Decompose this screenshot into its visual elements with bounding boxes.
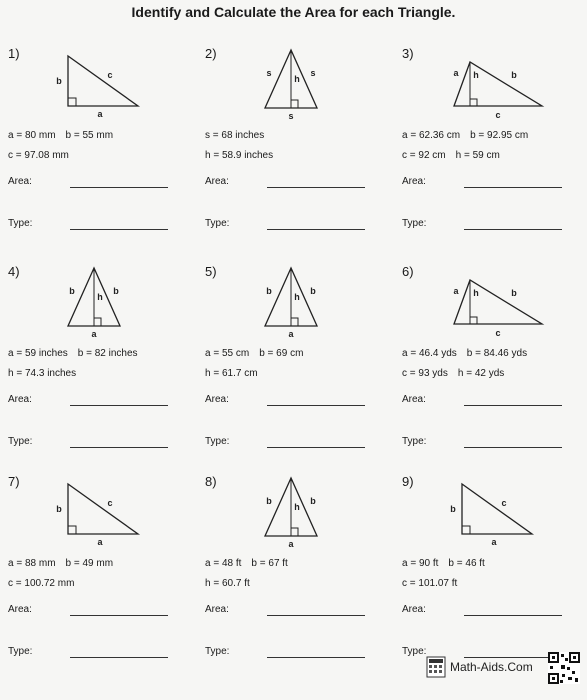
label-c: c [495, 328, 501, 338]
measurement: b = 69 cm [259, 348, 304, 359]
problem-8 [205, 472, 401, 684]
type-label: Type: [402, 218, 427, 229]
type-label: Type: [402, 436, 427, 447]
label-c: c [107, 498, 113, 508]
label-b: b [511, 70, 517, 80]
problem-6 [402, 262, 587, 474]
label-a: a [97, 109, 103, 119]
area-label: Area: [205, 604, 229, 615]
triangle-diagram [44, 264, 164, 342]
measurement-line [205, 558, 298, 569]
area-label: Area: [205, 394, 229, 405]
measurement: a = 59 inches [8, 348, 68, 359]
label-a: a [453, 286, 459, 296]
footer [422, 654, 582, 694]
type-answer-blank[interactable] [267, 229, 365, 230]
measurement: b = 82 inches [77, 348, 138, 359]
measurement: a = 88 mm [8, 558, 56, 569]
measurement-line [402, 558, 495, 569]
type-answer-blank[interactable] [70, 229, 168, 230]
problem-5 [205, 262, 401, 474]
type-label: Type: [8, 436, 33, 447]
triangle-diagram [241, 474, 361, 552]
triangle-outline [68, 56, 138, 106]
label-base: a [288, 329, 294, 339]
problem-number: 8) [205, 474, 217, 489]
type-label: Type: [8, 218, 33, 229]
measurement: b = 55 mm [65, 130, 114, 141]
area-label: Area: [402, 394, 426, 405]
problem-1 [8, 44, 204, 256]
triangle-diagram [442, 272, 562, 350]
measurement: a = 55 cm [205, 348, 250, 359]
problem-number: 5) [205, 264, 217, 279]
right-angle-marker [291, 100, 298, 108]
measurement-line [402, 130, 538, 141]
triangle-outline [68, 484, 138, 534]
triangle-figure [241, 46, 361, 129]
label-b: b [511, 288, 517, 298]
area-answer-blank[interactable] [267, 615, 365, 616]
measurement: c = 93 yds [402, 368, 448, 379]
label-a: a [97, 537, 103, 547]
triangle-figure [48, 46, 168, 129]
measurement: b = 92.95 cm [470, 130, 529, 141]
measurement: c = 100.72 mm [8, 578, 75, 589]
area-answer-blank[interactable] [464, 615, 562, 616]
area-label: Area: [8, 394, 32, 405]
triangle-figure [241, 264, 361, 347]
label-a: a [491, 537, 497, 547]
area-answer-blank[interactable] [267, 187, 365, 188]
type-answer-blank[interactable] [267, 657, 365, 658]
problem-number: 3) [402, 46, 414, 61]
type-label: Type: [8, 646, 33, 657]
label-b: b [56, 504, 62, 514]
measurement-line [205, 130, 274, 141]
area-answer-blank[interactable] [70, 615, 168, 616]
problem-4 [8, 262, 204, 474]
triangle-outline [462, 484, 532, 534]
measurement: h = 59 cm [455, 150, 500, 161]
label-right-side: b [113, 286, 119, 296]
label-height: h [294, 292, 300, 302]
area-label: Area: [402, 604, 426, 615]
area-label: Area: [205, 176, 229, 187]
triangle-figure [48, 474, 168, 557]
measurement: c = 101.07 ft [402, 578, 458, 589]
measurement: h = 61.7 cm [205, 368, 258, 379]
label-base: a [91, 329, 97, 339]
problem-number: 6) [402, 264, 414, 279]
label-left-side: b [69, 286, 75, 296]
label-left-side: s [266, 68, 272, 78]
problem-number: 4) [8, 264, 20, 279]
measurement-line [402, 348, 537, 359]
label-right-side: b [310, 286, 316, 296]
measurement-line [205, 150, 283, 161]
label-c: c [107, 70, 113, 80]
type-label: Type: [205, 646, 230, 657]
measurement: b = 67 ft [251, 558, 288, 569]
right-angle-marker [68, 98, 76, 106]
problem-number: 2) [205, 46, 217, 61]
measurement-line [8, 368, 86, 379]
label-right-side: b [310, 496, 316, 506]
problem-number: 1) [8, 46, 20, 61]
triangle-diagram [48, 46, 168, 124]
type-label: Type: [205, 436, 230, 447]
triangle-diagram [442, 474, 562, 552]
brand-label: Math-Aids.Com [450, 660, 533, 674]
type-answer-blank[interactable] [464, 229, 562, 230]
qr-code-icon [548, 652, 580, 684]
area-answer-blank[interactable] [464, 405, 562, 406]
triangle-outline [454, 62, 542, 106]
measurement: a = 46.4 yds [402, 348, 457, 359]
label-c: c [495, 110, 501, 120]
measurement: a = 80 mm [8, 130, 56, 141]
measurement: h = 58.9 inches [205, 150, 274, 161]
measurement-line [8, 578, 84, 589]
right-angle-marker [291, 528, 298, 536]
measurement-line [8, 130, 123, 141]
measurement: h = 74.3 inches [8, 368, 77, 379]
right-angle-marker [68, 526, 76, 534]
problem-2 [205, 44, 401, 256]
type-answer-blank[interactable] [70, 447, 168, 448]
label-height: h [294, 502, 300, 512]
calculator-icon [426, 656, 446, 678]
area-label: Area: [402, 176, 426, 187]
worksheet-title: Identify and Calculate the Area for each Triangle. [131, 4, 456, 20]
label-c: c [501, 498, 507, 508]
triangle-figure [442, 54, 562, 137]
measurement: s = 68 inches [205, 130, 265, 141]
label-base: s [288, 111, 294, 121]
type-answer-blank[interactable] [267, 447, 365, 448]
type-answer-blank[interactable] [464, 447, 562, 448]
measurement-line [8, 348, 148, 359]
label-left-side: b [266, 496, 272, 506]
right-angle-marker [291, 318, 298, 326]
problem-number: 9) [402, 474, 414, 489]
type-label: Type: [205, 218, 230, 229]
right-angle-marker [470, 99, 477, 106]
area-label: Area: [8, 176, 32, 187]
problem-3 [402, 44, 587, 256]
measurement-line [8, 150, 79, 161]
triangle-diagram [48, 474, 168, 552]
measurement: h = 42 yds [457, 368, 505, 379]
area-label: Area: [8, 604, 32, 615]
measurement-line [402, 150, 510, 161]
problem-7 [8, 472, 204, 684]
type-label: Type: [402, 646, 427, 657]
label-height: h [294, 74, 300, 84]
area-answer-blank[interactable] [267, 405, 365, 406]
label-h: h [473, 70, 479, 80]
measurement-line [402, 578, 467, 589]
triangle-figure [44, 264, 164, 347]
measurement: b = 84.46 yds [466, 348, 528, 359]
label-left-side: b [266, 286, 272, 296]
triangle-diagram [241, 46, 361, 124]
measurement: a = 48 ft [205, 558, 242, 569]
triangle-figure [442, 272, 562, 355]
label-h: h [473, 288, 479, 298]
triangle-figure [241, 474, 361, 557]
triangle-outline [454, 280, 542, 324]
label-b: b [56, 76, 62, 86]
measurement: c = 92 cm [402, 150, 446, 161]
label-a: a [453, 68, 459, 78]
measurement: a = 90 ft [402, 558, 439, 569]
measurement: c = 97.08 mm [8, 150, 69, 161]
label-right-side: s [310, 68, 316, 78]
measurement-line [205, 368, 268, 379]
measurement-line [402, 368, 514, 379]
right-angle-marker [462, 526, 470, 534]
area-answer-blank[interactable] [464, 187, 562, 188]
triangle-diagram [241, 264, 361, 342]
measurement: b = 46 ft [448, 558, 485, 569]
triangle-figure [442, 474, 562, 557]
label-b: b [450, 504, 456, 514]
measurement-line [205, 348, 313, 359]
right-angle-marker [470, 317, 477, 324]
measurement-line [205, 578, 260, 589]
measurement: h = 60.7 ft [205, 578, 250, 589]
measurement-line [8, 558, 123, 569]
area-answer-blank[interactable] [70, 405, 168, 406]
type-answer-blank[interactable] [70, 657, 168, 658]
measurement: a = 62.36 cm [402, 130, 461, 141]
measurement: b = 49 mm [65, 558, 114, 569]
triangle-diagram [442, 54, 562, 132]
right-angle-marker [94, 318, 101, 326]
label-base: a [288, 539, 294, 549]
problem-number: 7) [8, 474, 20, 489]
area-answer-blank[interactable] [70, 187, 168, 188]
label-height: h [97, 292, 103, 302]
